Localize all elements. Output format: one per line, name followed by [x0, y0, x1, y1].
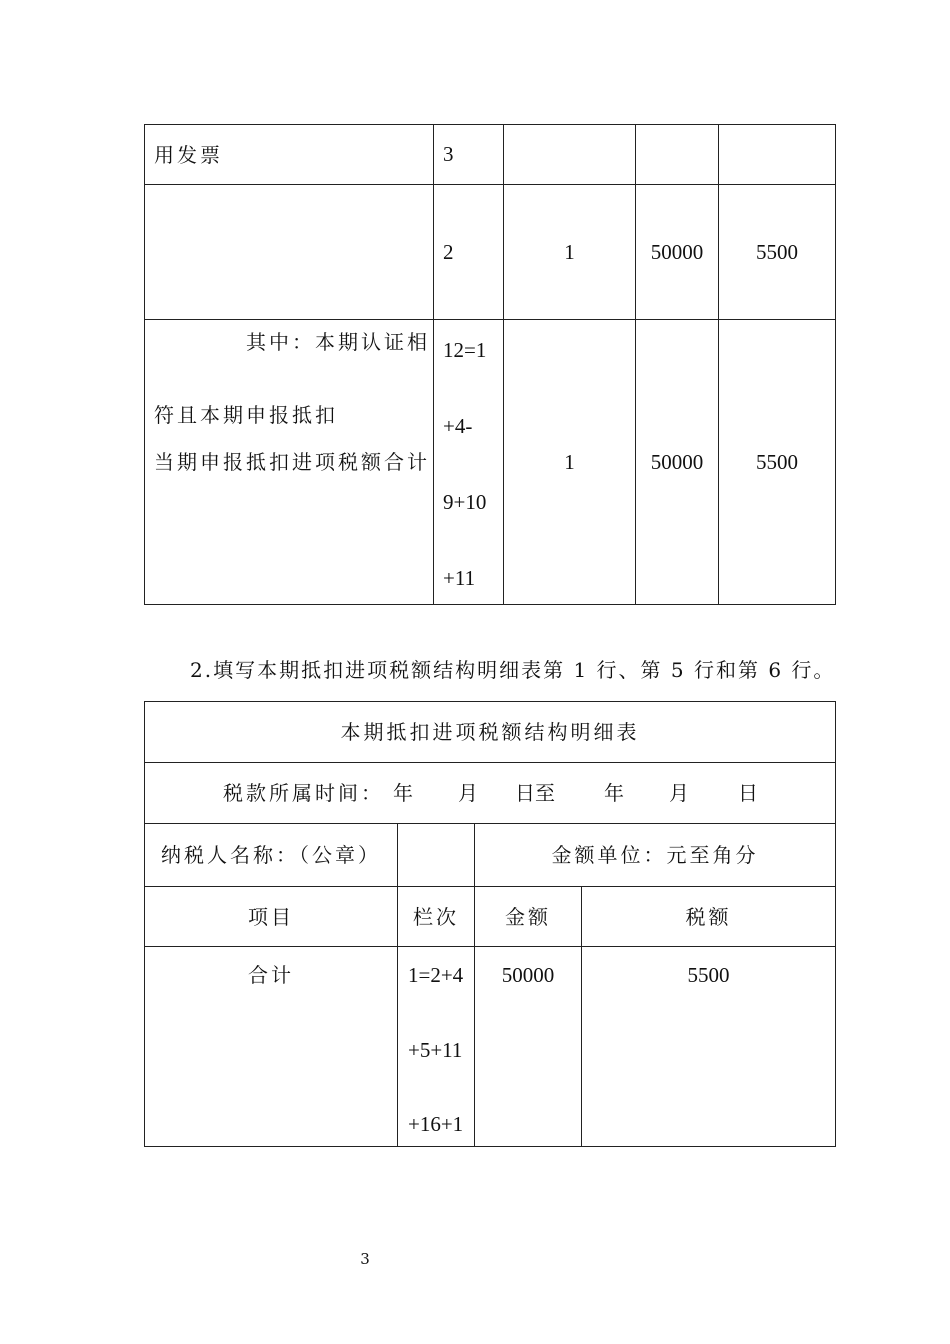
table-title-row [145, 702, 836, 763]
column-number-cell: 3 [434, 125, 504, 185]
period-label: 税款所属时间： [223, 781, 384, 805]
instruction-text: 2.填写本期抵扣进项税额结构明细表第 1 行、第 5 行和第 6 行。 [190, 658, 836, 682]
header-amount: 金额 [475, 887, 582, 947]
table-title: 本期抵扣进项税额结构明细表 [145, 702, 836, 763]
input-tax-table [144, 124, 836, 605]
period-row [145, 763, 836, 824]
tax-cell: 5500 [719, 185, 836, 320]
amount-cell: 50000 [475, 947, 582, 1147]
amount-unit: 金额单位：元至角分 [475, 824, 836, 887]
column-number-cell: 12=1 +4- 9+10 +11 [434, 320, 504, 605]
amount-cell: 50000 [636, 320, 719, 605]
table-row [145, 320, 836, 605]
table-row [145, 947, 836, 1147]
amount-cell: 50000 [636, 185, 719, 320]
taxpayer-name: 纳税人名称：（公章） [145, 824, 398, 887]
table-row [145, 185, 836, 320]
tax-cell: 5500 [582, 947, 836, 1147]
tax-cell: 5500 [719, 320, 836, 605]
column-number-cell: 1=2+4 +5+11 +16+1 [398, 947, 475, 1147]
structure-detail-table [144, 701, 836, 1147]
taxpayer-row [145, 824, 836, 887]
item-cell: 其中：本期认证相 符且本期申报抵扣 [145, 185, 434, 320]
header-tax: 税额 [582, 887, 836, 947]
count-cell: 1 [504, 185, 636, 320]
header-item: 项目 [145, 887, 398, 947]
table-row [145, 125, 836, 185]
count-cell: 1 [504, 320, 636, 605]
item-cell: 用发票 [145, 125, 434, 185]
page-number: 3 [360, 1250, 370, 1268]
count-cell [504, 125, 636, 185]
amount-cell [636, 125, 719, 185]
item-cell: 当期申报抵扣进项税额合计 [145, 320, 434, 605]
header-row [145, 887, 836, 947]
column-number-cell: 2 [434, 185, 504, 320]
period-cell: 税款所属时间： 年 月 日至 年 月 日 [145, 763, 836, 824]
item-cell: 合计 [145, 947, 398, 1147]
empty-cell [398, 824, 475, 887]
tax-cell [719, 125, 836, 185]
header-column-number: 栏次 [398, 887, 475, 947]
